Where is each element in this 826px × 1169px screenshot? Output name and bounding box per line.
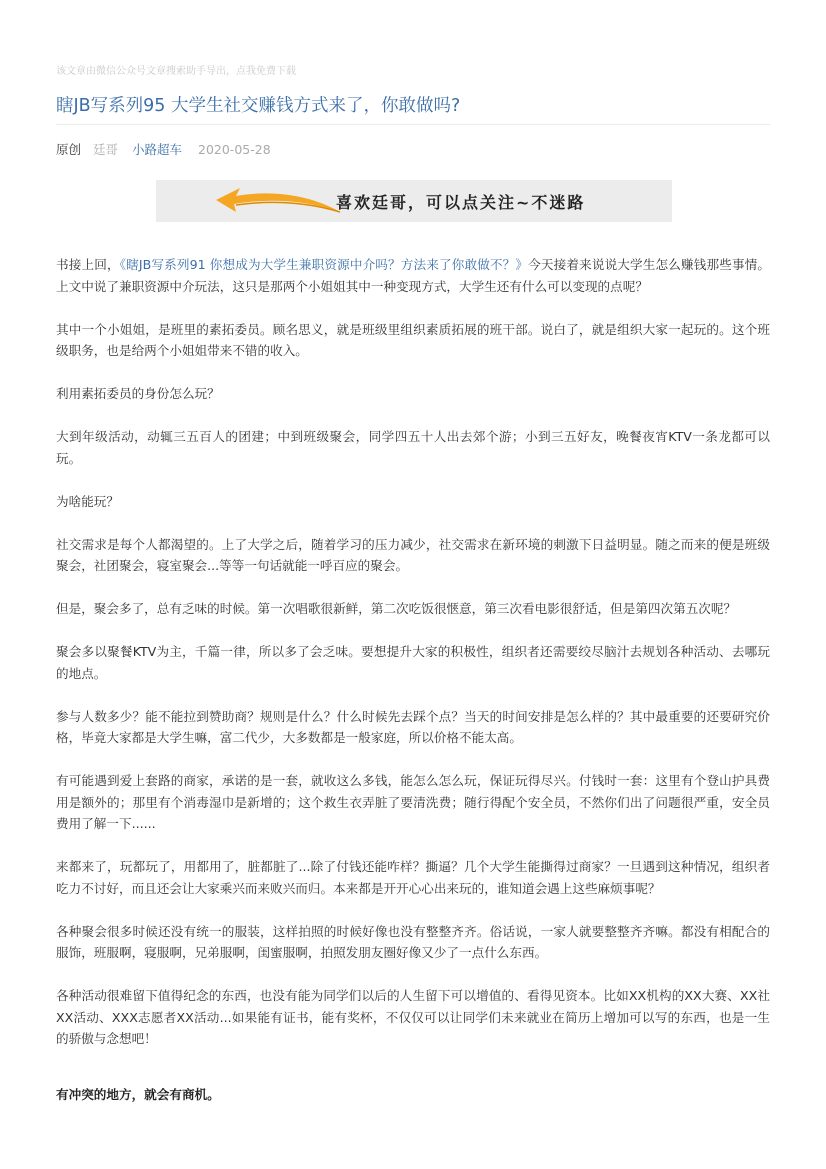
body-paragraph: 但是，聚会多了，总有乏味的时候。第一次唱歌很新鲜，第二次吃饭很惬意，第三次看电影很舒适，但是第四次第五次呢？: [56, 601, 737, 616]
previous-article-link[interactable]: 《瞎JB写系列91 你想成为大学生兼职资源中介吗？方法来了你敢做不？》: [119, 257, 529, 272]
body-paragraph: 聚会多以聚餐KTV为主，千篇一律，所以多了会乏味。要想提升大家的积极性，组织者还需要绞尽脑汁去规划各种活动、去哪玩的地点。: [56, 644, 770, 681]
publish-date: 2020-05-28: [198, 142, 271, 157]
body-paragraph: 各种活动很难留下值得纪念的东西，也没有能为同学们以后的人生留下可以增值的、看得见资本。比如XX机构的XX大赛、XX社XX活动、XXX志愿者XX活动...如果能有证书，能有奖杯，不仅仅可以让同学们未来就业在简历上增加可以写的东西，也是一生的骄傲与念想吧！: [56, 988, 770, 1046]
body-paragraph: 大到年级活动，动辄三五百人的团建；中到班级聚会，同学四五十人出去郊个游；小到三五好友，晚餐夜宵KTV一条龙都可以玩。: [56, 429, 770, 466]
curved-arrow-icon: [214, 182, 344, 220]
title-divider: [56, 124, 770, 125]
original-label: 原创: [56, 142, 82, 157]
intro-paragraph: [56, 254, 770, 297]
intro-prefix: 书接上回，: [56, 257, 120, 272]
article-meta: [56, 140, 271, 158]
body-paragraph: 社交需求是每个人都渴望的。上了大学之后，随着学习的压力减少，社交需求在新环境的刺激下日益明显。随之而来的便是班级聚会，社团聚会，寝室聚会...等等一句话就能一呼百应的聚会。: [56, 536, 770, 573]
article-body: [56, 254, 770, 1105]
intro-suffix: 今天接着来说说大学生怎么赚钱那些事情。上文中说了兼职资源中介玩法，这只是那两个小姐姐其中一种变现方式，大学生还有什么可以变现的点呢？: [56, 257, 771, 294]
author-name: 廷哥: [93, 142, 119, 157]
body-paragraph: 参与人数多少？能不能拉到赞助商？规则是什么？什么时候先去踩个点？当天的时间安排是怎么样的？其中最重要的还要研究价格，毕竟大家都是大学生嘛，富二代少，大多数都是一般家庭，所以价格不能太高。: [56, 708, 770, 745]
body-paragraph: 有可能遇到爱上套路的商家，承诺的是一套，就收这么多钱，能怎么怎么玩，保证玩得尽兴。付钱时一套：这里有个登山护具费用是额外的；那里有个消毒湿巾是新增的；这个救生衣弄脏了要清洗费；随行得配个安全员，不然你们出了问题很严重，安全员费用了解一下......: [56, 773, 770, 831]
article-title: 瞎JB写系列95 大学生社交赚钱方式来了，你敢做吗?: [56, 96, 461, 116]
body-paragraph: 利用素拓委员的身份怎么玩？: [56, 386, 220, 401]
body-paragraph: 各种聚会很多时候还没有统一的服装，这样拍照的时候好像也没有整整齐齐。俗话说，一家人就要整整齐齐嘛。都没有相配合的服饰，班服啊，寝服啊，兄弟服啊，闺蜜服啊，拍照发朋友圈好像又少了一点什么东西。: [56, 923, 770, 960]
export-watermark[interactable]: 该文章由微信公众号文章搜索助手导出，点我免费下载: [56, 66, 296, 77]
follow-banner: [156, 180, 672, 222]
body-paragraph: 为啥能玩？: [56, 493, 119, 509]
body-paragraph: 来都来了，玩都玩了，用都用了，脏都脏了...除了付钱还能咋样？撕逼？几个大学生能撕得过商家？一旦遇到这种情况，组织者吃力不讨好，而且还会让大家乘兴而来败兴而归。本来都是开开心心出来玩的，谁知道会遇上这些麻烦事呢？: [56, 859, 770, 896]
closing-statement: 有冲突的地方，就会有商机。: [56, 1086, 220, 1102]
body-paragraph: 其中一个小姐姐，是班里的素拓委员。顾名思义，就是班级里组织素质拓展的班干部。说白了，就是组织大家一起玩的。这个班级职务，也是给两个小姐姐带来不错的收入。: [56, 321, 770, 358]
account-link[interactable]: 小路超车: [132, 142, 183, 157]
banner-slogan: 喜欢廷哥，可以点关注~不迷路: [336, 193, 586, 212]
